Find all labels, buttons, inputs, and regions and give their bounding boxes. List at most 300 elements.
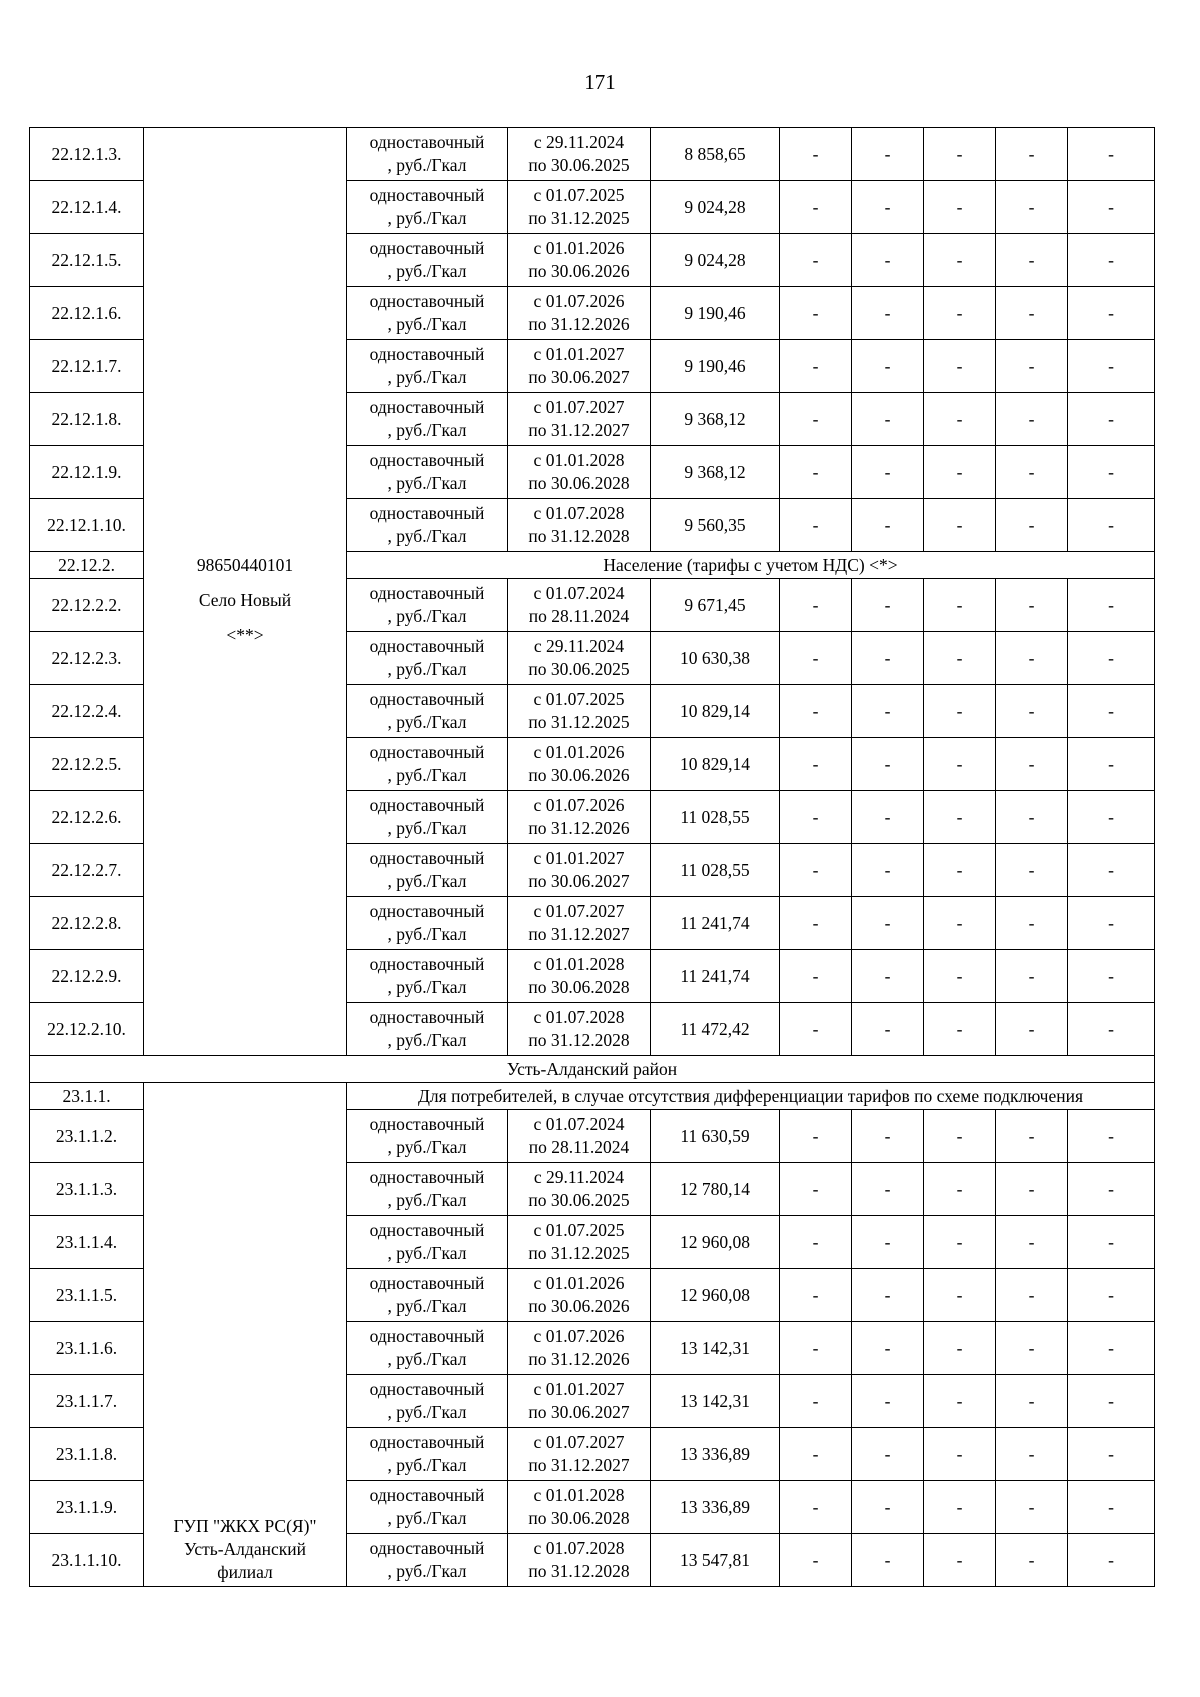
dash: - <box>812 355 819 376</box>
dash: - <box>812 647 819 668</box>
tariff-type-line2: , руб./Гкал <box>387 1402 467 1422</box>
empty-value-cell <box>852 287 924 340</box>
empty-value-cell <box>852 1375 924 1428</box>
dash: - <box>1108 753 1114 774</box>
empty-value-cell <box>924 287 996 340</box>
organization-cell <box>144 1083 347 1587</box>
dash: - <box>884 753 891 774</box>
empty-value-cell <box>924 128 996 181</box>
period-to: по 31.12.2028 <box>528 1030 630 1050</box>
dash: - <box>1108 1125 1114 1146</box>
tariff-value: 10 630,38 <box>680 647 750 668</box>
empty-value-cell <box>1068 128 1155 181</box>
dash: - <box>1108 461 1114 482</box>
row-number-cell <box>30 1481 144 1534</box>
empty-value-cell <box>924 685 996 738</box>
tariff-type-cell <box>347 1322 508 1375</box>
empty-value-cell <box>996 128 1068 181</box>
tariff-type-cell <box>347 1110 508 1163</box>
organization-branch: Усть-Алданский <box>184 1539 306 1559</box>
tariff-value-cell <box>651 1269 780 1322</box>
empty-value-cell <box>924 1375 996 1428</box>
empty-value-cell <box>924 1110 996 1163</box>
empty-value-cell <box>1068 1216 1155 1269</box>
tariff-type-cell <box>347 393 508 446</box>
dash: - <box>1028 1231 1035 1252</box>
dash: - <box>812 1018 819 1039</box>
row-number: 22.12.1.3. <box>51 143 122 164</box>
row-number-cell <box>30 181 144 234</box>
empty-value-cell <box>852 1322 924 1375</box>
empty-value-cell <box>924 844 996 897</box>
empty-value-cell <box>1068 579 1155 632</box>
row-number: 22.12.2.9. <box>51 965 122 986</box>
empty-value-cell <box>996 1534 1068 1587</box>
dash: - <box>884 1231 891 1252</box>
tariff-type-line1: одноставочный <box>369 185 485 205</box>
tariff-value-cell <box>651 632 780 685</box>
empty-value-cell <box>852 340 924 393</box>
dash: - <box>812 408 819 429</box>
tariff-type-line2: , руб./Гкал <box>387 314 467 334</box>
empty-value-cell <box>1068 393 1155 446</box>
dash: - <box>812 1549 819 1570</box>
dash: - <box>956 1284 963 1305</box>
dash: - <box>812 1125 819 1146</box>
district-row <box>30 1056 1155 1083</box>
period-from: с 01.07.2026 <box>533 291 625 311</box>
tariff-type-line1: одноставочный <box>369 503 485 523</box>
tariff-value: 11 630,59 <box>680 1125 750 1146</box>
empty-value-cell <box>924 738 996 791</box>
tariff-type-line1: одноставочный <box>369 1538 485 1558</box>
tariff-value-cell <box>651 393 780 446</box>
period-from: с 01.07.2026 <box>533 1326 625 1346</box>
dash: - <box>1108 912 1114 933</box>
tariff-value: 9 671,45 <box>684 594 746 615</box>
empty-value-cell <box>996 950 1068 1003</box>
row-number: 22.12.1.6. <box>51 302 122 323</box>
empty-value-cell <box>996 1428 1068 1481</box>
dash: - <box>956 1125 963 1146</box>
period-to: по 31.12.2026 <box>528 314 630 334</box>
dash: - <box>1028 143 1035 164</box>
period-to: по 30.06.2028 <box>528 1508 630 1528</box>
empty-value-cell <box>780 1375 852 1428</box>
dash: - <box>1028 302 1035 323</box>
row-number-cell <box>30 844 144 897</box>
dash: - <box>812 1390 819 1411</box>
section-header-text: Для потребителей, в случае отсутствия дифференциации тарифов по схеме подключения <box>417 1085 1084 1106</box>
dash: - <box>1028 408 1035 429</box>
dash: - <box>812 912 819 933</box>
period-cell <box>508 1216 651 1269</box>
dash: - <box>884 1496 891 1517</box>
tariff-value: 11 028,55 <box>680 859 750 880</box>
empty-value-cell <box>852 897 924 950</box>
empty-value-cell <box>996 1481 1068 1534</box>
tariff-value-cell <box>651 1375 780 1428</box>
dash: - <box>812 1496 819 1517</box>
dash: - <box>1108 196 1114 217</box>
row-number-cell <box>30 685 144 738</box>
dash: - <box>812 143 819 164</box>
period-cell <box>508 950 651 1003</box>
empty-value-cell <box>1068 1003 1155 1056</box>
period-cell <box>508 1269 651 1322</box>
empty-value-cell <box>996 446 1068 499</box>
row-number: 22.12.2.5. <box>51 753 122 774</box>
dash: - <box>884 700 891 721</box>
empty-value-cell <box>780 1163 852 1216</box>
period-cell <box>508 1322 651 1375</box>
tariff-type-cell <box>347 1534 508 1587</box>
tariff-value: 9 190,46 <box>684 302 746 323</box>
empty-value-cell <box>996 1216 1068 1269</box>
period-from: с 01.07.2028 <box>533 503 625 523</box>
empty-value-cell <box>996 1163 1068 1216</box>
row-number: 22.12.2.8. <box>51 912 122 933</box>
period-from: с 01.01.2028 <box>533 954 625 974</box>
dash: - <box>1028 912 1035 933</box>
settlement-note: <**> <box>226 625 264 645</box>
tariff-type-line1: одноставочный <box>369 291 485 311</box>
period-from: с 01.07.2025 <box>533 689 625 709</box>
period-to: по 30.06.2025 <box>528 659 630 679</box>
tariff-value-cell <box>651 579 780 632</box>
tariff-value-cell <box>651 340 780 393</box>
dash: - <box>884 1284 891 1305</box>
tariff-type-cell <box>347 128 508 181</box>
row-number-cell <box>30 738 144 791</box>
period-to: по 30.06.2027 <box>528 871 630 891</box>
dash: - <box>812 1443 819 1464</box>
tariff-type-cell <box>347 1003 508 1056</box>
row-number-cell <box>30 499 144 552</box>
period-from: с 01.01.2027 <box>533 848 625 868</box>
empty-value-cell <box>1068 738 1155 791</box>
period-from: с 01.01.2026 <box>533 238 625 258</box>
dash: - <box>1108 1178 1114 1199</box>
tariff-value: 11 241,74 <box>680 965 750 986</box>
empty-value-cell <box>780 1534 852 1587</box>
row-number-cell <box>30 1534 144 1587</box>
period-to: по 31.12.2027 <box>528 420 630 440</box>
empty-value-cell <box>996 393 1068 446</box>
empty-value-cell <box>852 1163 924 1216</box>
period-cell <box>508 897 651 950</box>
period-cell <box>508 1110 651 1163</box>
tariff-type-cell <box>347 499 508 552</box>
tariff-type-line2: , руб./Гкал <box>387 1243 467 1263</box>
tariff-value: 10 829,14 <box>680 700 750 721</box>
tariff-type-cell <box>347 579 508 632</box>
tariff-value-cell <box>651 446 780 499</box>
dash: - <box>956 143 963 164</box>
dash: - <box>884 806 891 827</box>
empty-value-cell <box>924 950 996 1003</box>
row-number-cell <box>30 950 144 1003</box>
tariff-type-line1: одноставочный <box>369 450 485 470</box>
row-number-cell <box>30 897 144 950</box>
empty-value-cell <box>852 738 924 791</box>
dash: - <box>1028 514 1035 535</box>
period-to: по 30.06.2025 <box>528 1190 630 1210</box>
tariff-value: 12 960,08 <box>680 1231 750 1252</box>
tariff-type-cell <box>347 446 508 499</box>
tariff-value-cell <box>651 1163 780 1216</box>
section-header-cell <box>347 552 1155 579</box>
empty-value-cell <box>780 579 852 632</box>
period-cell <box>508 340 651 393</box>
empty-value-cell <box>852 1003 924 1056</box>
empty-value-cell <box>780 844 852 897</box>
tariff-type-line1: одноставочный <box>369 344 485 364</box>
row-number: 23.1.1.8. <box>55 1443 118 1464</box>
empty-value-cell <box>996 287 1068 340</box>
tariff-type-line2: , руб./Гкал <box>387 765 467 785</box>
section-header-text: Население (тарифы с учетом НДС) <*> <box>603 554 898 575</box>
empty-value-cell <box>1068 1428 1155 1481</box>
period-to: по 28.11.2024 <box>528 606 630 626</box>
empty-value-cell <box>780 1428 852 1481</box>
row-number-cell <box>30 128 144 181</box>
tariff-value-cell <box>651 844 780 897</box>
empty-value-cell <box>996 791 1068 844</box>
tariff-type-line2: , руб./Гкал <box>387 261 467 281</box>
period-to: по 31.12.2027 <box>528 1455 630 1475</box>
period-cell <box>508 181 651 234</box>
section-header-row <box>30 1083 1155 1110</box>
empty-value-cell <box>996 1322 1068 1375</box>
dash: - <box>884 594 891 615</box>
tariff-value: 9 024,28 <box>684 249 746 270</box>
empty-value-cell <box>852 234 924 287</box>
empty-value-cell <box>1068 897 1155 950</box>
empty-value-cell <box>1068 685 1155 738</box>
dash: - <box>1108 355 1114 376</box>
empty-value-cell <box>852 632 924 685</box>
row-number-cell <box>30 1110 144 1163</box>
empty-value-cell <box>780 632 852 685</box>
tariff-value-cell <box>651 685 780 738</box>
dash: - <box>1028 806 1035 827</box>
dash: - <box>884 514 891 535</box>
row-number: 22.12.1.7. <box>51 355 122 376</box>
empty-value-cell <box>924 1003 996 1056</box>
row-number: 23.1.1.10. <box>51 1549 122 1570</box>
tariff-value-cell <box>651 287 780 340</box>
empty-value-cell <box>996 499 1068 552</box>
dash: - <box>1028 196 1035 217</box>
tariff-type-line1: одноставочный <box>369 1326 485 1346</box>
dash: - <box>956 1549 963 1570</box>
dash: - <box>1028 1018 1035 1039</box>
tariff-value: 13 336,89 <box>680 1496 750 1517</box>
tariff-type-cell <box>347 950 508 1003</box>
period-to: по 30.06.2028 <box>528 977 630 997</box>
period-cell <box>508 287 651 340</box>
dash: - <box>1108 249 1114 270</box>
empty-value-cell <box>780 1269 852 1322</box>
dash: - <box>956 1231 963 1252</box>
tariff-type-cell <box>347 340 508 393</box>
tariff-type-cell <box>347 632 508 685</box>
tariff-type-line1: одноставочный <box>369 1007 485 1027</box>
dash: - <box>1108 1549 1114 1570</box>
dash: - <box>1108 1496 1114 1517</box>
empty-value-cell <box>780 897 852 950</box>
period-cell <box>508 393 651 446</box>
tariff-type-line1: одноставочный <box>369 238 485 258</box>
tariff-value-cell <box>651 128 780 181</box>
empty-value-cell <box>924 1216 996 1269</box>
period-cell <box>508 446 651 499</box>
empty-value-cell <box>852 685 924 738</box>
empty-value-cell <box>852 1534 924 1587</box>
empty-value-cell <box>996 1003 1068 1056</box>
dash: - <box>956 912 963 933</box>
period-from: с 01.07.2027 <box>533 397 625 417</box>
period-to: по 30.06.2028 <box>528 473 630 493</box>
tariff-type-line2: , руб./Гкал <box>387 1296 467 1316</box>
dash: - <box>956 355 963 376</box>
empty-value-cell <box>780 393 852 446</box>
empty-value-cell <box>924 340 996 393</box>
dash: - <box>1028 1178 1035 1199</box>
empty-value-cell <box>1068 950 1155 1003</box>
dash: - <box>812 753 819 774</box>
empty-value-cell <box>924 181 996 234</box>
tariff-value: 12 960,08 <box>680 1284 750 1305</box>
tariff-type-line1: одноставочный <box>369 583 485 603</box>
row-number: 22.12.2. <box>58 554 115 575</box>
period-from: с 29.11.2024 <box>533 132 625 152</box>
period-from: с 01.01.2027 <box>533 1379 625 1399</box>
empty-value-cell <box>1068 1375 1155 1428</box>
tariff-value-cell <box>651 738 780 791</box>
row-number-cell <box>30 552 144 579</box>
tariff-value-cell <box>651 1481 780 1534</box>
empty-value-cell <box>852 579 924 632</box>
row-number: 23.1.1.7. <box>55 1390 118 1411</box>
empty-value-cell <box>852 1428 924 1481</box>
tariff-value: 9 368,12 <box>684 461 746 482</box>
district-title-cell <box>30 1056 1155 1083</box>
period-cell <box>508 1375 651 1428</box>
settlement-cell <box>144 128 347 1056</box>
dash: - <box>1108 1284 1114 1305</box>
period-to: по 31.12.2027 <box>528 924 630 944</box>
tariff-type-line2: , руб./Гкал <box>387 924 467 944</box>
period-from: с 29.11.2024 <box>533 636 625 656</box>
empty-value-cell <box>852 499 924 552</box>
empty-value-cell <box>1068 791 1155 844</box>
row-number-cell <box>30 1083 144 1110</box>
period-to: по 31.12.2025 <box>528 208 630 228</box>
empty-value-cell <box>1068 1163 1155 1216</box>
tariff-type-line2: , руб./Гкал <box>387 473 467 493</box>
empty-value-cell <box>852 844 924 897</box>
tariff-type-line1: одноставочный <box>369 689 485 709</box>
period-cell <box>508 738 651 791</box>
period-to: по 30.06.2026 <box>528 261 630 281</box>
period-to: по 31.12.2028 <box>528 1561 630 1581</box>
tariff-value-cell <box>651 791 780 844</box>
empty-value-cell <box>1068 234 1155 287</box>
row-number-cell <box>30 1322 144 1375</box>
empty-value-cell <box>780 128 852 181</box>
row-number: 22.12.1.8. <box>51 408 122 429</box>
period-from: с 01.07.2024 <box>533 1114 625 1134</box>
period-to: по 28.11.2024 <box>528 1137 630 1157</box>
tariff-type-line1: одноставочный <box>369 742 485 762</box>
empty-value-cell <box>780 181 852 234</box>
empty-value-cell <box>1068 181 1155 234</box>
period-to: по 31.12.2026 <box>528 818 630 838</box>
empty-value-cell <box>1068 1110 1155 1163</box>
row-number: 23.1.1.2. <box>55 1125 118 1146</box>
row-number: 23.1.1. <box>62 1085 111 1106</box>
dash: - <box>1108 1443 1114 1464</box>
organization-name: ГУП "ЖКХ РС(Я)" <box>173 1516 317 1536</box>
dash: - <box>884 461 891 482</box>
dash: - <box>956 806 963 827</box>
tariff-value: 13 336,89 <box>680 1443 750 1464</box>
row-number: 22.12.1.5. <box>51 249 122 270</box>
empty-value-cell <box>924 234 996 287</box>
row-number: 22.12.1.9. <box>51 461 122 482</box>
tariff-type-cell <box>347 844 508 897</box>
tariff-type-line1: одноставочный <box>369 954 485 974</box>
dash: - <box>884 143 891 164</box>
empty-value-cell <box>924 1322 996 1375</box>
dash: - <box>1028 1390 1035 1411</box>
tariff-type-line2: , руб./Гкал <box>387 420 467 440</box>
dash: - <box>956 408 963 429</box>
settlement-name: Село Новый <box>198 590 292 610</box>
row-number: 22.12.1.10. <box>47 514 126 535</box>
tariff-type-line2: , руб./Гкал <box>387 818 467 838</box>
tariff-type-line2: , руб./Гкал <box>387 155 467 175</box>
row-number: 23.1.1.9. <box>55 1496 118 1517</box>
row-number-cell <box>30 340 144 393</box>
tariff-type-cell <box>347 738 508 791</box>
period-to: по 30.06.2026 <box>528 765 630 785</box>
period-cell <box>508 1003 651 1056</box>
dash: - <box>812 461 819 482</box>
row-number: 22.12.1.4. <box>51 196 122 217</box>
dash: - <box>812 965 819 986</box>
dash: - <box>1028 249 1035 270</box>
tariff-type-cell <box>347 1163 508 1216</box>
tariff-type-line2: , руб./Гкал <box>387 712 467 732</box>
empty-value-cell <box>996 234 1068 287</box>
empty-value-cell <box>1068 499 1155 552</box>
tariff-type-cell <box>347 685 508 738</box>
empty-value-cell <box>924 446 996 499</box>
empty-value-cell <box>996 181 1068 234</box>
period-from: с 01.07.2026 <box>533 795 625 815</box>
dash: - <box>1028 1443 1035 1464</box>
row-number-cell <box>30 446 144 499</box>
dash: - <box>884 1178 891 1199</box>
dash: - <box>884 1018 891 1039</box>
tariff-value-cell <box>651 1428 780 1481</box>
dash: - <box>1108 1337 1114 1358</box>
empty-value-cell <box>852 1110 924 1163</box>
row-number-cell <box>30 632 144 685</box>
